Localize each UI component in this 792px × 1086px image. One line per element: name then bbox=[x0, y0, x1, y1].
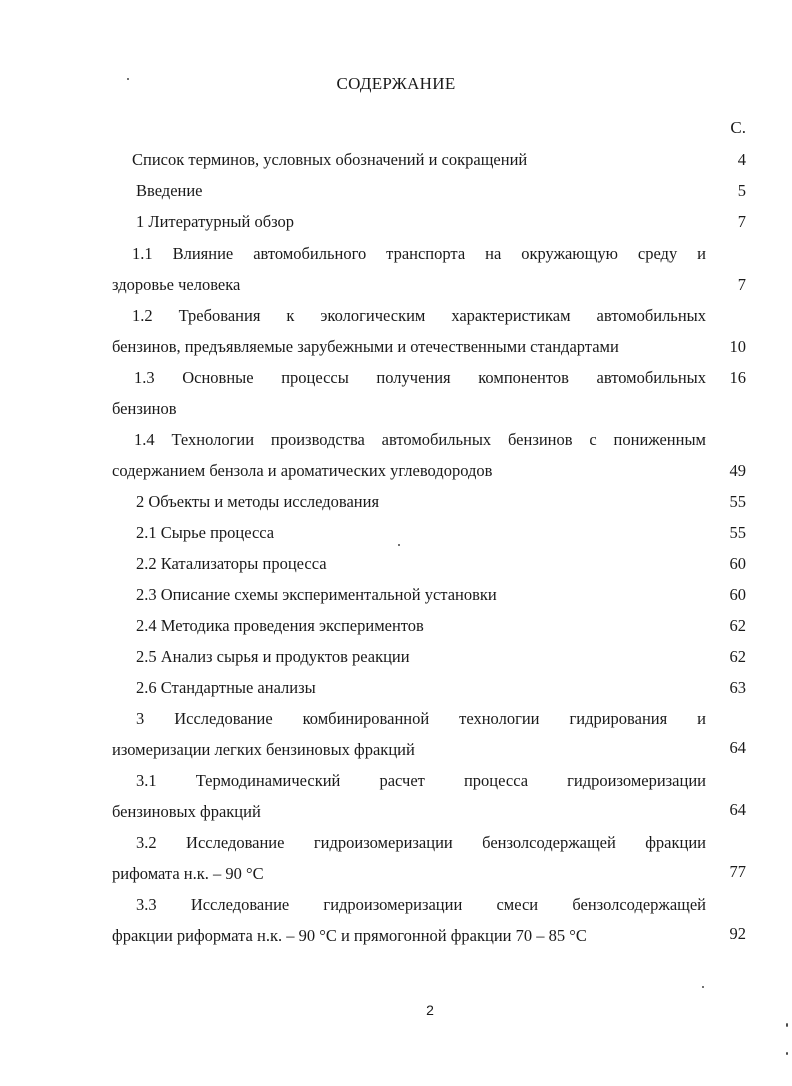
toc-entry-line: 1.3 Основные процессы получения компонентов автомобильных bbox=[134, 368, 706, 387]
toc-entry-section-1-1 bbox=[112, 238, 706, 300]
toc-entry-section-2-6 bbox=[136, 672, 316, 703]
toc-entry-line: содержанием бензола и ароматических углеводородов bbox=[112, 461, 493, 480]
toc-page-number: 64 bbox=[729, 800, 746, 819]
scan-speck bbox=[786, 1052, 788, 1055]
toc-page-number: 63 bbox=[729, 678, 746, 697]
toc-page-number: 7 bbox=[737, 212, 746, 231]
toc-entry-line: бензиновых фракций bbox=[112, 802, 261, 821]
toc-entry-section-1-3 bbox=[112, 362, 706, 424]
toc-page-number: 64 bbox=[729, 738, 746, 757]
toc-page-number: 62 bbox=[729, 647, 746, 666]
toc-entry-line: бензинов, предъявляемые зарубежными и отечественными стандартами bbox=[112, 337, 619, 356]
toc-page-number: 55 bbox=[729, 492, 746, 511]
toc-entry-section-1-4 bbox=[112, 424, 706, 486]
toc-entry-chapter-1 bbox=[136, 206, 294, 237]
footer-page-number: 2 bbox=[426, 1002, 434, 1018]
toc-page-number: 4 bbox=[737, 150, 746, 169]
toc-entry-line: 3.3 Исследование гидроизомеризации смеси бензолсодержащей bbox=[136, 895, 706, 914]
toc-page-number: 60 bbox=[729, 585, 746, 604]
toc-entry-chapter-2 bbox=[136, 486, 379, 517]
toc-entry-section-2-4 bbox=[136, 610, 424, 641]
toc-entry-line: 2.2 Катализаторы процесса bbox=[136, 554, 327, 573]
page-column-label: С. bbox=[730, 118, 746, 137]
toc-page-number: 62 bbox=[729, 616, 746, 635]
toc-page-number: 10 bbox=[729, 337, 746, 356]
scan-speck bbox=[702, 986, 704, 988]
toc-page-number: 55 bbox=[729, 523, 746, 542]
toc-entry-line: 2 Объекты и методы исследования bbox=[136, 492, 380, 511]
scan-speck bbox=[786, 1023, 788, 1027]
toc-entry-line: 2.6 Стандартные анализы bbox=[136, 678, 316, 697]
toc-entry-section-2-2 bbox=[136, 548, 327, 579]
toc-entry-line: 2.3 Описание схемы экспериментальной установки bbox=[136, 585, 497, 604]
toc-entry-line: 3.1 Термодинамический расчет процесса гидроизомеризации bbox=[136, 771, 706, 790]
toc-entry-section-1-2 bbox=[112, 300, 706, 362]
toc-entry-section-3-1 bbox=[112, 765, 706, 827]
toc-entry-section-2-5 bbox=[136, 641, 410, 672]
toc-entry-line: 1 Литературный обзор bbox=[136, 212, 295, 231]
toc-entry-line: фракции риформата н.к. – 90 °С и прямогонной фракции 70 – 85 °С bbox=[112, 926, 587, 945]
scan-speck bbox=[127, 78, 129, 80]
toc-entry-line: бензинов bbox=[112, 399, 177, 418]
scan-speck bbox=[398, 544, 400, 546]
toc-entry-line: 1.2 Требования к экологическим характеристикам автомобильных bbox=[132, 306, 706, 325]
toc-entry-terms bbox=[132, 144, 527, 175]
toc-page-number: 77 bbox=[729, 862, 746, 881]
toc-entry-line: здоровье человека bbox=[112, 275, 241, 294]
toc-page-number: 16 bbox=[729, 368, 746, 387]
toc-page-number: 7 bbox=[737, 275, 746, 294]
page-title: СОДЕРЖАНИЕ bbox=[336, 74, 456, 93]
toc-entry-line: 1.1 Влияние автомобильного транспорта на окружающую среду и bbox=[132, 244, 706, 263]
toc-entry-introduction bbox=[136, 175, 203, 206]
toc-entry-section-3-3 bbox=[112, 889, 706, 951]
toc-entry-line: 2.4 Методика проведения экспериментов bbox=[136, 616, 424, 635]
toc-entry-line: 3.2 Исследование гидроизомеризации бензолсодержащей фракции bbox=[136, 833, 706, 852]
toc-page-number: 5 bbox=[737, 181, 746, 200]
toc-entry-chapter-3 bbox=[112, 703, 706, 765]
toc-entry-line: 2.5 Анализ сырья и продуктов реакции bbox=[136, 647, 410, 666]
toc-entry-line: рифомата н.к. – 90 °С bbox=[112, 864, 264, 883]
toc-entry-section-2-3 bbox=[136, 579, 497, 610]
toc-entry-section-2-1 bbox=[136, 517, 274, 548]
toc-entry-line: Список терминов, условных обозначений и сокращений bbox=[132, 150, 528, 169]
toc-entry-section-3-2 bbox=[112, 827, 706, 889]
toc-page-number: 92 bbox=[729, 924, 746, 943]
toc-entry-line: 3 Исследование комбинированной технологии гидрирования и bbox=[136, 709, 706, 728]
toc-entry-line: изомеризации легких бензиновых фракций bbox=[112, 740, 415, 759]
toc-entry-line: Введение bbox=[136, 181, 203, 200]
toc-entry-line: 1.4 Технологии производства автомобильных бензинов с пониженным bbox=[134, 430, 706, 449]
toc-entry-line: 2.1 Сырье процесса bbox=[136, 523, 275, 542]
toc-page-number: 60 bbox=[729, 554, 746, 573]
toc-page-number: 49 bbox=[729, 461, 746, 480]
